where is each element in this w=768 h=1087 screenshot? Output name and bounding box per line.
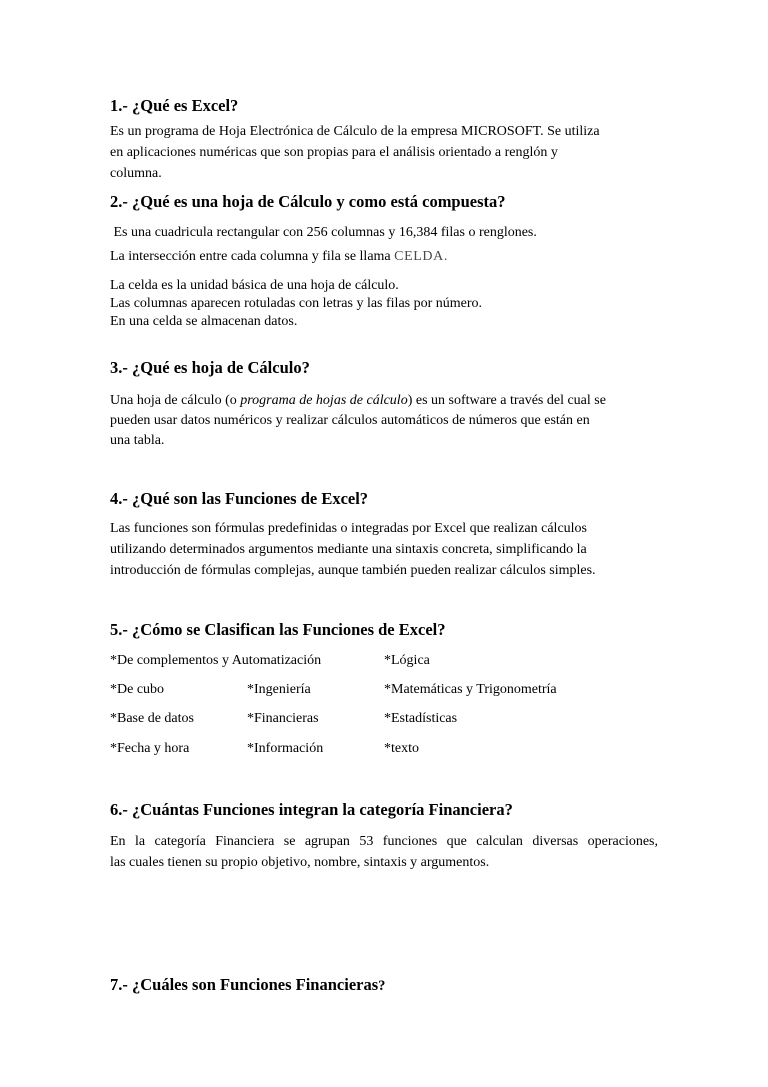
paragraph-line: Es un programa de Hoja Electrónica de Cálculo de la empresa MICROSOFT. Se utiliza — [110, 124, 600, 139]
celda-sentence: La intersección entre cada columna y fila se llama — [110, 249, 395, 264]
heading-7 — [110, 975, 385, 995]
paragraph-line: En la categoría Financiera se agrupan 53 funciones que calculan diversas operaciones, — [110, 834, 658, 849]
category-item: *Financieras — [247, 711, 319, 726]
category-item: *Lógica — [384, 653, 430, 668]
heading-1: 1.- ¿Qué es Excel? — [110, 96, 239, 115]
category-item: *Matemáticas y Trigonometría — [384, 682, 557, 697]
paragraph-line: La celda es la unidad básica de una hoja de cálculo. — [110, 278, 399, 293]
paragraph-line: las cuales tienen su propio objetivo, nombre, sintaxis y argumentos. — [110, 855, 490, 870]
paragraph-line — [110, 247, 448, 266]
paragraph-line: Las columnas aparecen rotuladas con letras y las filas por número. — [110, 296, 483, 311]
heading-6: 6.- ¿Cuántas Funciones integran la categoría Financiera? — [110, 800, 513, 819]
paragraph-line: En una celda se almacenan datos. — [110, 314, 298, 329]
paragraph-line: introducción de fórmulas complejas, aunque también pueden realizar cálculos simples. — [110, 563, 596, 578]
italic-term: programa de hojas de cálculo — [240, 393, 408, 408]
paragraph-line — [110, 391, 606, 410]
heading-3: 3.- ¿Qué es hoja de Cálculo? — [110, 358, 310, 377]
paragraph-line: columna. — [110, 166, 162, 181]
paragraph-line: en aplicaciones numéricas que son propias para el análisis orientado a renglón y — [110, 145, 558, 160]
text-span: Una hoja de cálculo (o — [110, 393, 241, 408]
heading-7-question-mark: ? — [378, 978, 386, 994]
category-item: *Estadísticas — [384, 711, 458, 726]
category-item: *Base de datos — [110, 711, 194, 726]
paragraph-line: Es una cuadricula rectangular con 256 columnas y 16,384 filas o renglones. — [110, 225, 537, 240]
heading-2: 2.- ¿Qué es una hoja de Cálculo y como está compuesta? — [110, 192, 506, 211]
heading-4: 4.- ¿Qué son las Funciones de Excel? — [110, 489, 369, 508]
paragraph-line: una tabla. — [110, 433, 165, 448]
category-item: *Información — [247, 741, 324, 756]
text-span: ) es un software a través del cual se — [407, 393, 606, 408]
heading-7-text: 7.- ¿Cuáles son Funciones Financieras — [110, 975, 379, 994]
celda-term: CELDA. — [394, 249, 448, 264]
category-item: *De cubo — [110, 682, 165, 697]
paragraph-line: utilizando determinados argumentos mediante una sintaxis concreta, simplificando la — [110, 542, 587, 557]
paragraph-line: Las funciones son fórmulas predefinidas o integradas por Excel que realizan cálculos — [110, 521, 587, 536]
paragraph-line: pueden usar datos numéricos y realizar cálculos automáticos de números que están en — [110, 413, 590, 428]
category-item: *Ingeniería — [247, 682, 311, 697]
category-item: *texto — [384, 741, 419, 756]
category-item: *Fecha y hora — [110, 741, 190, 756]
heading-5: 5.- ¿Cómo se Clasifican las Funciones de Excel? — [110, 620, 446, 639]
category-item: *De complementos y Automatización — [110, 653, 322, 668]
